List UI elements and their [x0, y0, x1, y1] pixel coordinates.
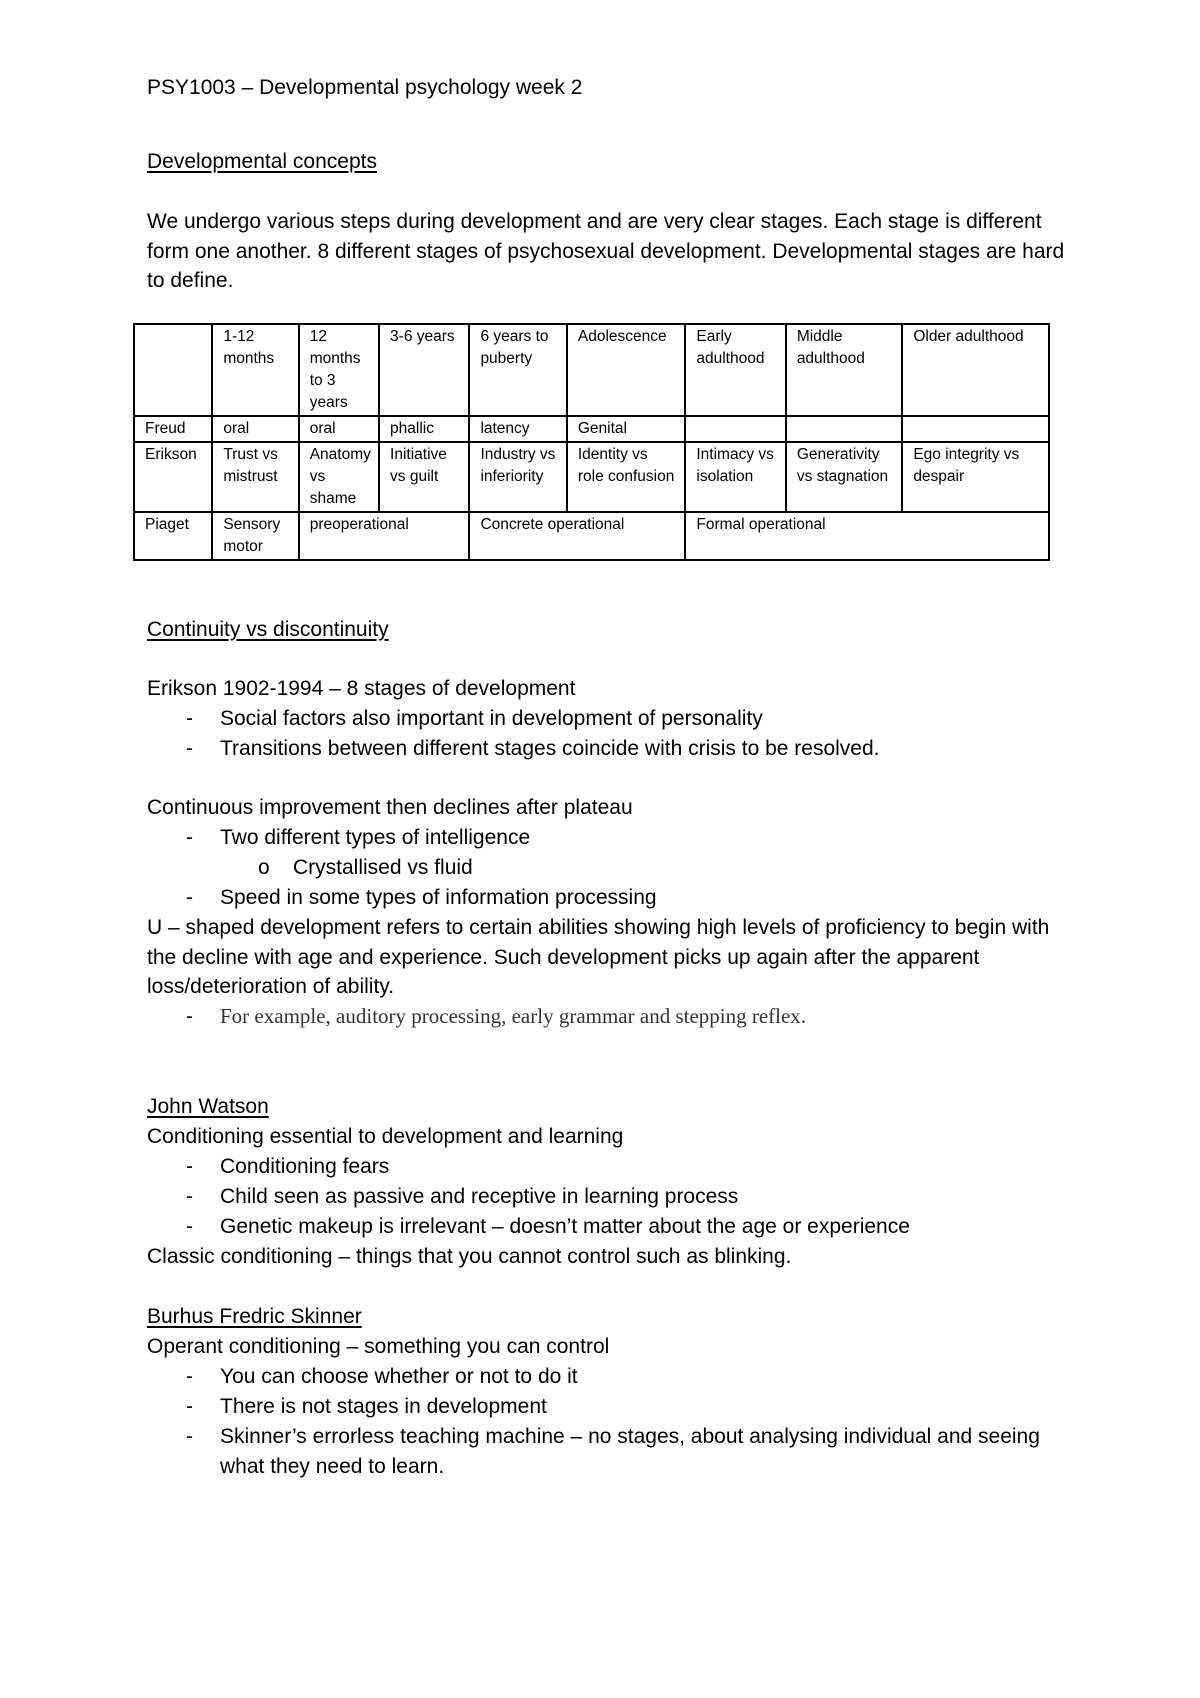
list-item: Social factors also important in development of personality	[220, 707, 763, 730]
table-cell: Initiative vs guilt	[379, 442, 469, 512]
table-cell: 1-12 months	[212, 324, 298, 416]
skinner-line: Operant conditioning – something you can control	[147, 1335, 610, 1358]
table-cell: Industry vs inferiority	[469, 442, 566, 512]
bullet-dash: -	[186, 1395, 193, 1418]
bullet-dash: -	[186, 1185, 193, 1208]
list-item: Conditioning fears	[220, 1155, 390, 1178]
section-heading-continuity: Continuity vs discontinuity	[147, 618, 389, 641]
table-cell: Trust vs mistrust	[212, 442, 298, 512]
table-cell: Genital	[567, 416, 686, 442]
section-heading-developmental-concepts: Developmental concepts	[147, 150, 377, 173]
u-shaped-paragraph: U – shaped development refers to certain abilities showing high levels of proficiency to begin with the decline with age and experience. Such development picks up again after the apparent loss/deterioration of ability.	[147, 916, 1050, 998]
continuous-line: Continuous improvement then declines after plateau	[147, 796, 633, 819]
list-item: Speed in some types of information processing	[220, 886, 657, 909]
table-cell: Intimacy vs isolation	[685, 442, 785, 512]
document-title: PSY1003 – Developmental psychology week 2	[147, 76, 583, 99]
table-cell: Erikson	[134, 442, 212, 512]
bullet-dash: -	[186, 1155, 193, 1178]
table-cell: Older adulthood	[902, 324, 1049, 416]
bullet-dash: -	[186, 1215, 193, 1238]
bullet-dash: -	[186, 826, 193, 849]
bullet-dash: -	[186, 707, 193, 730]
stages-table	[133, 323, 1050, 561]
bullet-dash: -	[186, 886, 193, 909]
developmental-concepts-paragraph: We undergo various steps during development and are very clear stages. Each stage is different form one another. 8 different stages of psychosexual development. Developmental stages are hard to define.	[147, 210, 1065, 292]
list-item: Two different types of intelligence	[220, 826, 531, 849]
bullet-dash: -	[186, 1425, 193, 1448]
list-item: Genetic makeup is irrelevant – doesn’t matter about the age or experience	[220, 1215, 910, 1238]
table-cell: oral	[299, 416, 379, 442]
table-cell: Middle adulthood	[786, 324, 903, 416]
bullet-dash: -	[186, 1365, 193, 1388]
sub-bullet-circle: o	[258, 856, 270, 879]
table-cell	[902, 416, 1049, 442]
table-cell: phallic	[379, 416, 469, 442]
table-row	[134, 416, 1049, 442]
bullet-dash: -	[186, 737, 193, 760]
table-cell	[786, 416, 903, 442]
table-cell: Ego integrity vs despair	[902, 442, 1049, 512]
table-cell: oral	[212, 416, 298, 442]
table-cell: Generativity vs stagnation	[786, 442, 903, 512]
list-item: Skinner’s errorless teaching machine – no stages, about analysing individual and seeing what they need to learn.	[220, 1425, 1040, 1478]
table-cell: 3-6 years	[379, 324, 469, 416]
table-cell	[134, 324, 212, 416]
table-cell: 6 years to puberty	[469, 324, 566, 416]
list-item: You can choose whether or not to do it	[220, 1365, 578, 1388]
bullet-dash: -	[186, 1005, 193, 1028]
list-item: Child seen as passive and receptive in learning process	[220, 1185, 739, 1208]
table-cell: Formal operational	[685, 512, 1049, 560]
table-cell: Adolescence	[567, 324, 686, 416]
section-heading-skinner: Burhus Fredric Skinner	[147, 1305, 362, 1328]
table-cell: Freud	[134, 416, 212, 442]
table-cell: Piaget	[134, 512, 212, 560]
erikson-line: Erikson 1902-1994 – 8 stages of development	[147, 677, 576, 700]
table-cell: latency	[469, 416, 566, 442]
list-item: Crystallised vs fluid	[293, 856, 473, 879]
table-cell: Identity vs role confusion	[567, 442, 686, 512]
list-item: Transitions between different stages coincide with crisis to be resolved.	[220, 737, 880, 760]
table-cell: Concrete operational	[469, 512, 685, 560]
table-cell: Early adulthood	[685, 324, 785, 416]
table-cell: preoperational	[299, 512, 470, 560]
list-item: For example, auditory processing, early grammar and stepping reflex.	[220, 1004, 807, 1028]
table-cell: 12 months to 3 years	[299, 324, 379, 416]
table-row	[134, 512, 1049, 560]
watson-line: Conditioning essential to development and learning	[147, 1125, 624, 1148]
table-cell: Sensory motor	[212, 512, 298, 560]
table-row	[134, 442, 1049, 512]
table-row	[134, 324, 1049, 416]
section-heading-john-watson: John Watson	[147, 1095, 269, 1118]
classic-conditioning-line: Classic conditioning – things that you cannot control such as blinking.	[147, 1245, 792, 1268]
list-item: There is not stages in development	[220, 1395, 547, 1418]
table-cell: Anatomy vs shame	[299, 442, 379, 512]
table-cell	[685, 416, 785, 442]
